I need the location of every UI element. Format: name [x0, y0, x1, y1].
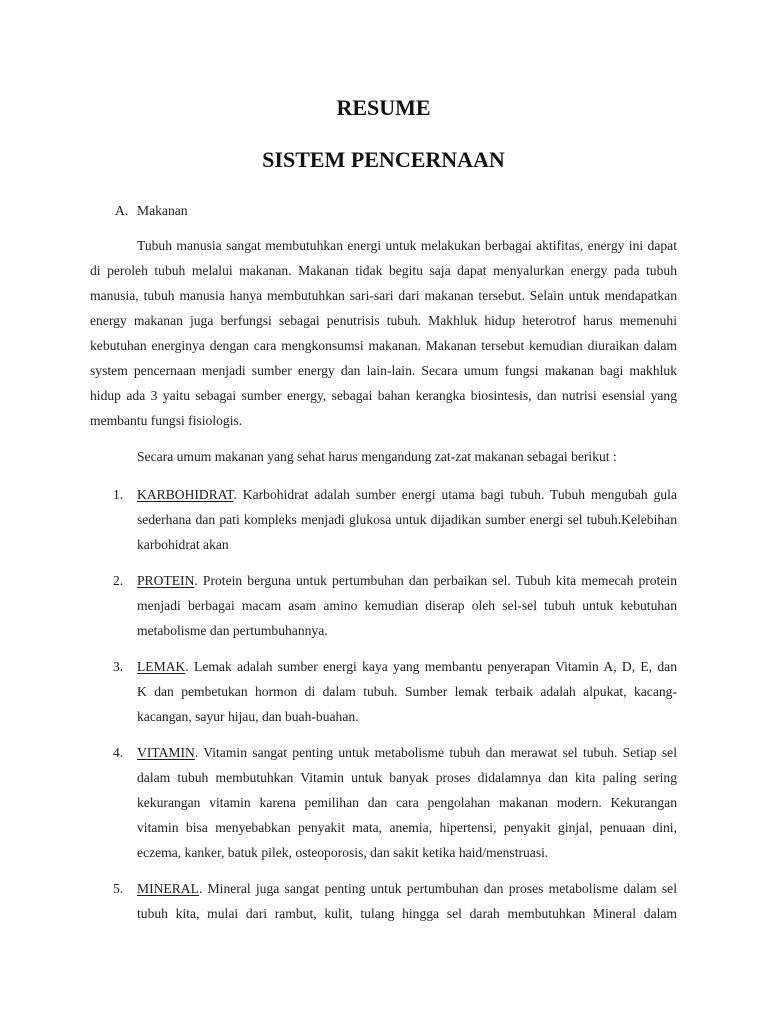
list-item-text: . Protein berguna untuk pertumbuhan dan perbaikan sel. Tubuh kita memecah protein — [194, 572, 677, 588]
list-item-line — [137, 568, 677, 593]
list-item-line — [137, 740, 677, 765]
list-item-line: eczema, kanker, batuk pilek, osteoporosis, dan sakit ketika haid/menstruasi. — [137, 844, 549, 860]
nutrient-keyword: VITAMIN — [137, 744, 195, 760]
list-item-number: 2. — [113, 572, 124, 588]
section-heading-text: Makanan — [137, 202, 188, 218]
nutrient-keyword: PROTEIN — [137, 572, 195, 588]
document-subtitle: SISTEM PENCERNAAN — [262, 147, 505, 172]
list-item-number: 3. — [113, 658, 124, 674]
list-item-number: 4. — [113, 744, 124, 760]
list-item-text: . Mineral juga sangat penting untuk pertumbuhan dan proses metabolisme dalam sel — [198, 880, 677, 896]
list-item-text: . Lemak adalah sumber energi kaya yang membantu penyerapan Vitamin A, D, E, dan — [185, 658, 677, 674]
paragraph-line: Tubuh manusia sangat membutuhkan energi untuk melakukan berbagai aktifitas, energy ini dapat — [137, 237, 677, 253]
list-item-line: menjadi berbagai macam asam amino kemudian diserap oleh sel-sel tubuh untuk kebutuhan — [137, 597, 677, 613]
list-item — [90, 568, 677, 643]
nutrient-list — [90, 482, 677, 926]
paragraph-line: kebutuhan energinya dengan cara mengkonsumsi makanan. Makanan tersebut kemudian diuraikan dalam — [90, 337, 677, 353]
list-item-line: kacangan, sayur hijau, dan buah-buahan. — [137, 708, 359, 724]
list-item-line: dalam tubuh membutuhkan Vitamin untuk banyak proses didalamnya dan kita paling sering — [137, 769, 677, 785]
paragraph-line: system pencernaan menjadi sumber energy dan lain-lain. Secara umum fungsi makanan bagi makhluk — [90, 362, 677, 378]
section-heading — [90, 198, 677, 223]
list-item-line: karbohidrat akan — [137, 536, 229, 552]
nutrient-keyword: MINERAL — [137, 880, 199, 896]
list-item-line — [137, 876, 677, 901]
paragraph-line: di peroleh tubuh melalui makanan. Makanan tidak begitu saja dapat menyalurkan energy pada tubuh — [90, 262, 677, 278]
paragraph-line: hidup ada 3 yaitu sebagai sumber energy, sebagai bahan kerangka biosintesis, dan nutrisi esensial yang — [90, 387, 677, 403]
list-item-line: vitamin bisa menyebabkan penyakit mata, anemia, hipertensi, penyakit ginjal, penuaan dini, — [137, 819, 677, 835]
list-item — [90, 740, 677, 865]
paragraph-line: energy makanan juga berfungsi sebagai penutrisis tubuh. Makhluk hidup heterotrof harus memenuhi — [90, 312, 677, 328]
document-title: RESUME — [336, 95, 431, 120]
list-item-line: K dan pembetukan hormon di dalam tubuh. Sumber lemak terbaik adalah alpukat, kacang- — [137, 683, 677, 699]
intro-paragraph — [90, 233, 677, 433]
list-item-line — [137, 654, 677, 679]
list-item-line: tubuh kita, mulai dari rambut, kulit, tulang hingga sel darah membutuhkan Mineral dalam — [137, 905, 677, 921]
paragraph-line: manusia, tubuh manusia hanya membutuhkan sari-sari dari makanan tersebut. Selain untuk mendapatkan — [90, 287, 677, 303]
list-item — [90, 482, 677, 557]
paragraph-line: membantu fungsi fisiologis. — [90, 412, 243, 428]
list-item-text: . Karbohidrat adalah sumber energi utama bagi tubuh. Tubuh mengubah gula — [233, 486, 677, 502]
list-item — [90, 654, 677, 729]
list-item-number: 1. — [113, 486, 124, 502]
nutrient-keyword: KARBOHIDRAT — [137, 486, 234, 502]
section-marker: A. — [115, 202, 129, 218]
nutrient-keyword: LEMAK — [137, 658, 186, 674]
list-item-line: sederhana dan pati kompleks menjadi glukosa untuk dijadikan sumber energi sel tubuh.Kelebihan — [137, 511, 677, 527]
lead-in-paragraph: Secara umum makanan yang sehat harus mengandung zat-zat makanan sebagai berikut : — [137, 448, 617, 464]
list-item-number: 5. — [113, 880, 124, 896]
list-item-text: . Vitamin sangat penting untuk metabolisme tubuh dan merawat sel tubuh. Setiap sel — [194, 744, 677, 760]
list-item — [90, 876, 677, 926]
list-item-line: kekurangan vitamin karena pemilihan dan cara pengolahan makanan modern. Kekurangan — [137, 794, 677, 810]
list-item-line — [137, 482, 677, 507]
list-item-line: metabolisme dan pertumbuhannya. — [137, 622, 328, 638]
